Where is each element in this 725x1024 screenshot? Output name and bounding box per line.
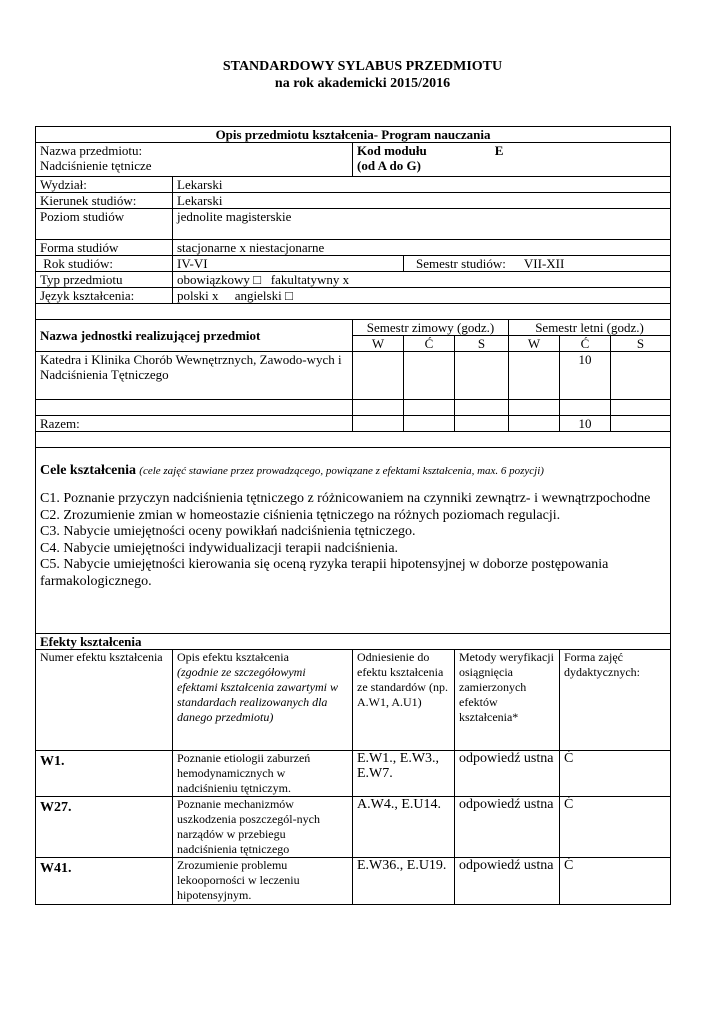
effect-ref: E.W1., E.W3., E.W7. xyxy=(353,751,455,797)
effect-form: Ć xyxy=(560,797,671,858)
field-of-study-label: Kierunek studiów: xyxy=(36,193,173,209)
effect-method-header: Metody weryfikacji osiągnięcia zamierzonych efektów kształcenia* xyxy=(455,650,560,751)
study-level-value: jednolite magisterskie xyxy=(173,209,671,240)
subject-type-value: obowiązkowy □ fakultatywny x xyxy=(173,272,671,288)
module-code-value: E xyxy=(494,143,504,158)
effect-desc-header-note: (zgodnie ze szczegółowymi efektami kształcenia zawartymi w standardach realizowanych dla danego przedmiotu) xyxy=(177,665,338,724)
semester-label: Semestr studiów: xyxy=(416,256,506,271)
module-code-range: (od A do G) xyxy=(357,158,421,173)
effect-ref: A.W4., E.U14. xyxy=(353,797,455,858)
subject-name-cell xyxy=(36,143,353,177)
subject-name-label: Nazwa przedmiotu: xyxy=(40,143,143,158)
goal-item: C4. Nabycie umiejętności indywidualizacji terapii nadciśnienia. xyxy=(40,540,399,556)
module-code-cell xyxy=(353,143,671,177)
col-winter-s: S xyxy=(455,336,509,352)
study-form-value: stacjonarne x niestacjonarne xyxy=(173,240,671,256)
winter-semester-header: Semestr zimowy (godz.) xyxy=(353,320,509,336)
module-code-label: Kod modułu xyxy=(357,143,427,158)
study-level-label: Poziom studiów xyxy=(36,209,173,240)
effect-ref: E.W36., E.U19. xyxy=(353,858,455,905)
study-form-label: Forma studiów xyxy=(36,240,173,256)
effect-form: Ć xyxy=(560,751,671,797)
effect-desc-header-label: Opis efektu kształcenia xyxy=(177,650,289,664)
program-title: Opis przedmiotu kształcenia- Program nauczania xyxy=(36,127,671,143)
goals-note: (cele zajęć stawiane przez prowadzącego, powiązane z efektami kształcenia, max. 6 pozycji) xyxy=(139,465,544,477)
col-summer-s: S xyxy=(611,336,671,352)
semester-value: VII-XII xyxy=(523,256,565,271)
goal-item: C5. Nabycie umiejętności kierowania się oceną ryzyka terapii hipotensyjnej w doborze postępowania farmakologicznego. xyxy=(40,557,609,589)
syllabus-title: STANDARDOWY SYLABUS PRZEDMIOTU xyxy=(222,59,503,74)
razem-cell xyxy=(509,416,560,432)
unit-hours-cell xyxy=(353,352,404,400)
effect-method: odpowiedź ustna xyxy=(455,858,560,905)
unit-hours-cell: 10 xyxy=(560,352,611,400)
syllabus-table xyxy=(35,126,671,905)
goals-cell xyxy=(36,448,671,634)
razem-cell xyxy=(611,416,671,432)
effect-number: W41. xyxy=(36,858,173,905)
unit-hours-cell xyxy=(404,352,455,400)
unit-hours-cell xyxy=(455,352,509,400)
table-row xyxy=(36,751,671,797)
summer-semester-header: Semestr letni (godz.) xyxy=(509,320,671,336)
unit-name: Katedra i Klinika Chorób Wewnętrznych, Zawodo-wych i Nadciśnienia Tętniczego xyxy=(36,352,353,400)
razem-cell xyxy=(353,416,404,432)
razem-label: Razem: xyxy=(36,416,353,432)
faculty-value: Lekarski xyxy=(173,177,671,193)
effect-desc-header xyxy=(173,650,353,751)
effect-ref-header: Odniesienie do efektu kształcenia ze standardów (np. A.W1, A.U1) xyxy=(353,650,455,751)
razem-cell xyxy=(455,416,509,432)
effect-desc: Zrozumienie problemu lekooporności w leczeniu hipotensyjnym. xyxy=(173,858,353,905)
razem-cell: 10 xyxy=(560,416,611,432)
unit-hours-cell xyxy=(509,352,560,400)
goal-item: C1. Poznanie przyczyn nadciśnienia tętniczego z różnicowaniem na czynniki zewnątrz- i wewnątrzpochodne xyxy=(40,491,651,506)
effect-desc: Poznanie etiologii zaburzeń hemodynamicznych w nadciśnieniu tętniczym. xyxy=(173,751,353,797)
unit-hours-cell xyxy=(611,352,671,400)
language-value: polski x angielski □ xyxy=(173,288,671,304)
spacer-row xyxy=(36,304,671,320)
effect-number-header: Numer efektu kształcenia xyxy=(36,650,173,751)
col-winter-w: W xyxy=(353,336,404,352)
goal-item: C2. Zrozumienie zmian w homeostazie ciśnienia tętniczego na różnych poziomach regulacji. xyxy=(40,507,561,523)
study-year-label: Rok studiów: xyxy=(36,256,173,272)
subject-name-value: Nadciśnienie tętnicze xyxy=(40,158,152,173)
spacer-row xyxy=(36,432,671,448)
unit-header: Nazwa jednostki realizującej przedmiot xyxy=(36,320,353,352)
goals-title: Cele kształcenia xyxy=(40,463,137,478)
semester-cell xyxy=(404,256,671,272)
effects-title: Efekty kształcenia xyxy=(36,634,671,650)
goal-item: C3. Nabycie umiejętności oceny powikłań nadciśnienia tętniczego. xyxy=(40,524,416,539)
empty-unit-row xyxy=(36,400,353,416)
effect-form-header: Forma zajęć dydaktycznych: xyxy=(560,650,671,751)
effect-method: odpowiedź ustna xyxy=(455,751,560,797)
page-title xyxy=(0,58,725,92)
faculty-label: Wydział: xyxy=(36,177,173,193)
col-summer-w: W xyxy=(509,336,560,352)
language-label: Język kształcenia: xyxy=(36,288,173,304)
field-of-study-value: Lekarski xyxy=(173,193,671,209)
subject-type-label: Typ przedmiotu xyxy=(36,272,173,288)
effect-desc: Poznanie mechanizmów uszkodzenia poszczegól-nych narządów w przebiegu nadciśnienia tętniczego xyxy=(173,797,353,858)
effect-form: Ć xyxy=(560,858,671,905)
study-year-value: IV-VI xyxy=(173,256,404,272)
razem-cell xyxy=(404,416,455,432)
effect-number: W1. xyxy=(36,751,173,797)
col-summer-c: Ć xyxy=(560,336,611,352)
academic-year: na rok akademicki 2015/2016 xyxy=(274,76,451,91)
effect-number: W27. xyxy=(36,797,173,858)
table-row xyxy=(36,797,671,858)
col-winter-c: Ć xyxy=(404,336,455,352)
effect-method: odpowiedź ustna xyxy=(455,797,560,858)
table-row xyxy=(36,858,671,905)
